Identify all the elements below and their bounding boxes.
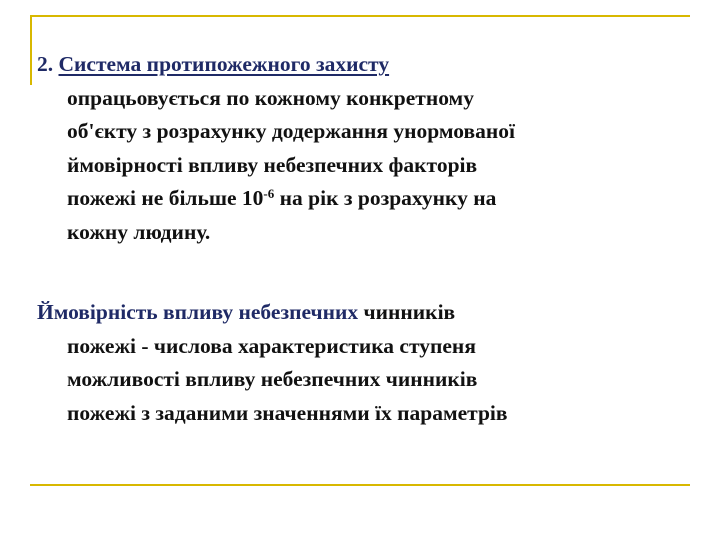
bottom-decorative-rule [30, 484, 690, 486]
paragraph2-first-line [37, 296, 687, 330]
paragraph1-line: кожну людину. [67, 219, 211, 244]
fire-protection-system-paragraph [37, 48, 687, 249]
paragraph2-line: можливості впливу небезпечних чинників [67, 367, 478, 391]
paragraph1-line: ймовірності впливу небезпечних факторів [67, 152, 478, 177]
probability-exponent: -6 [263, 185, 275, 201]
paragraph2-highlight-term: Ймовірність впливу небезпечних [37, 300, 359, 324]
paragraph1-heading: Система протипожежного захисту [58, 52, 390, 76]
paragraph2-line: пожежі з заданими значеннями їх параметрів [67, 400, 508, 425]
paragraph1-number: 2. [37, 52, 54, 76]
top-decorative-rule [30, 15, 690, 17]
probability-definition-paragraph [37, 296, 687, 430]
paragraph2-line: пожежі - числова характеристика ступеня [67, 333, 476, 358]
probability-text-after: на рік з розрахунку на [274, 186, 497, 210]
paragraph1-line-probability [37, 182, 687, 216]
left-decorative-rule [30, 15, 32, 85]
paragraph1-heading-line [37, 48, 687, 82]
paragraph1-line: об'єкту з розрахунку додержання унормованої [67, 119, 515, 143]
paragraph1-line: опрацьовується по кожному конкретному [67, 85, 474, 110]
probability-text-before: пожежі не більше 10 [67, 186, 264, 210]
paragraph2-first-line-rest: чинників [358, 300, 456, 324]
